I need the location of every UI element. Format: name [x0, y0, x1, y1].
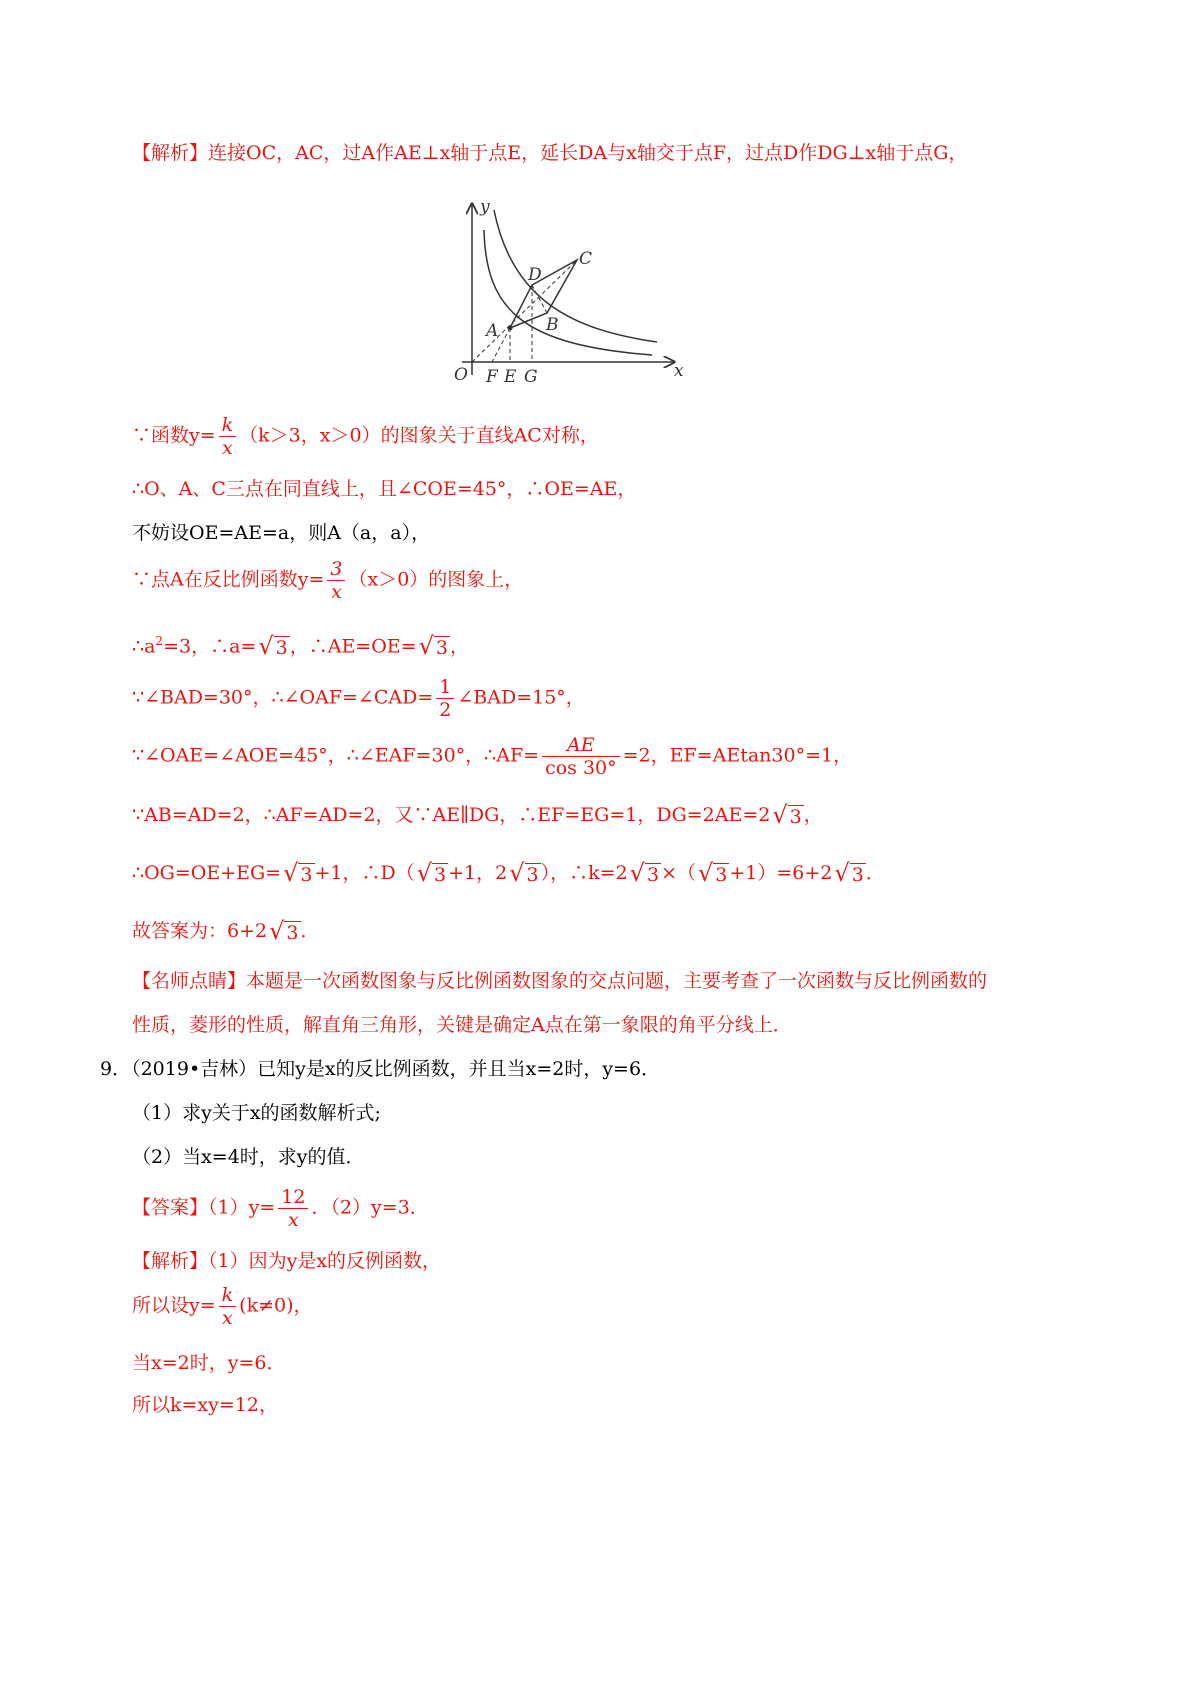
label-a: A: [486, 321, 499, 341]
step-8: ∵AB=AD=2，∴AF=AD=2，又∵AE∥DG，∴EF=EG=1，DG=2AE=2√ 3 ，: [132, 800, 823, 829]
teacher-note-line-2: 性质，菱形的性质，解直角三角形，关键是确定A点在第一象限的角平分线上．: [132, 1014, 792, 1036]
label-f: F: [486, 367, 498, 387]
line-db: [532, 285, 547, 313]
problem-9-stem: 9．（2019•吉林）已知y是x的反比例函数，并且当x=2时，y=6．: [100, 1058, 661, 1080]
coordinate-figure: [452, 200, 702, 400]
sqrt: √ 3: [283, 858, 313, 887]
step-6: ∵∠BAD=30°，∴∠OAF=∠CAD= $\frac{1}{2}$ ∠BAD=15°，: [132, 676, 585, 721]
sqrt: √ 3: [418, 631, 448, 660]
fraction: $\frac{AE}{\cos 30^\circ}$: [542, 734, 620, 779]
point-a: [508, 326, 513, 331]
step-2: ∴O、A、C三点在同直线上，且∠COE=45°，∴OE=AE，: [132, 478, 637, 500]
problem-number: 9．: [100, 1058, 132, 1080]
label-o: O: [454, 365, 468, 385]
analysis-text: 连接OC，AC，过A作AE⊥x轴于点E，延长DA与x轴交于点F，过点D作DG⊥x轴于点G，: [208, 142, 968, 164]
analysis-tag: 【解析】: [132, 142, 209, 164]
step-5: $\therefore a^2=3$，∴a=√ 3 ，∴AE=OE=√ 3 ，: [132, 631, 470, 660]
sqrt: √ 3: [834, 858, 864, 887]
outer-curve: [494, 210, 657, 342]
step-9: ∴OG=OE+EG=√ 3 +1，∴D（√ 3 +1，2√ 3 ），∴k=2√ 3 ×（√ 3 +1）=6+2√ 3 ．: [132, 858, 885, 887]
fraction: $\frac{k}{x}$: [219, 414, 237, 459]
teacher-note-line-1: 【名师点睛】本题是一次函数图象与反比例函数图象的交点问题，主要考查了一次函数与反比例函数的: [132, 970, 988, 992]
analysis-9-line-1: 【解析】（1）因为y是x的反例函数，: [132, 1250, 442, 1272]
fraction: $\frac{k}{x}$: [219, 1284, 237, 1329]
answer-9: 【答案】（1）y= $\frac{12}{x}$ ．（2）y=3．: [132, 1186, 429, 1231]
sqrt: √ 3: [258, 631, 288, 660]
fraction: $\frac{12}{x}$: [278, 1186, 308, 1231]
analysis-9-tag: 【解析】: [132, 1250, 209, 1272]
final-answer: 故答案为：6+2√ 3 ．: [132, 916, 320, 945]
step-4: ∵点A在反比例函数y= $\frac{3}{x}$ （x＞0）的图象上，: [132, 558, 524, 603]
fraction: $\frac{3}{x}$: [327, 558, 345, 603]
sqrt: √ 3: [416, 858, 447, 887]
analysis-9-line-2: 所以设y= $\frac{k}{x}$ (k≠0)，: [132, 1284, 313, 1329]
problem-9-q2: （2）当x=4时，求y的值．: [132, 1146, 365, 1168]
analysis-heading-line: [132, 140, 967, 166]
problem-9-q1: （1）求y关于x的函数解析式;: [132, 1102, 381, 1124]
sqrt: √ 3: [629, 858, 660, 887]
answer-tag: 【答案】: [132, 1196, 209, 1219]
sqrt: √ 3: [509, 858, 539, 887]
step-3: 不妨设OE=AE=a，则A（a，a），: [132, 522, 431, 544]
step-7: ∵∠OAE=∠AOE=45°，∴∠EAF=30°，∴AF= $\frac{AE}{\cos 30^\circ}$ =2，EF=AEtan30°=1，: [132, 734, 853, 779]
fraction: $\frac{1}{2}$: [436, 676, 454, 721]
label-g: G: [524, 367, 538, 387]
label-c: C: [579, 249, 593, 269]
label-b: B: [546, 315, 559, 335]
analysis-9-line-3: 当x=2时，y=6．: [132, 1352, 286, 1374]
label-d: D: [528, 265, 542, 285]
label-y: y: [480, 200, 490, 217]
sqrt: √ 3: [697, 858, 728, 887]
line-oc: [472, 260, 577, 362]
teacher-note-tag: 【名师点睛】: [132, 970, 247, 992]
step-1: ∵函数y= $\frac{k}{x}$ （k＞3，x＞0）的图象关于直线AC对称，: [132, 414, 599, 459]
label-x: x: [674, 361, 684, 381]
label-e: E: [504, 367, 517, 387]
sqrt: √ 3: [269, 916, 299, 945]
sqrt: √ 3: [772, 800, 802, 829]
rhombus-abcd: [510, 260, 577, 328]
analysis-9-line-4: 所以k=xy=12，: [132, 1394, 278, 1416]
